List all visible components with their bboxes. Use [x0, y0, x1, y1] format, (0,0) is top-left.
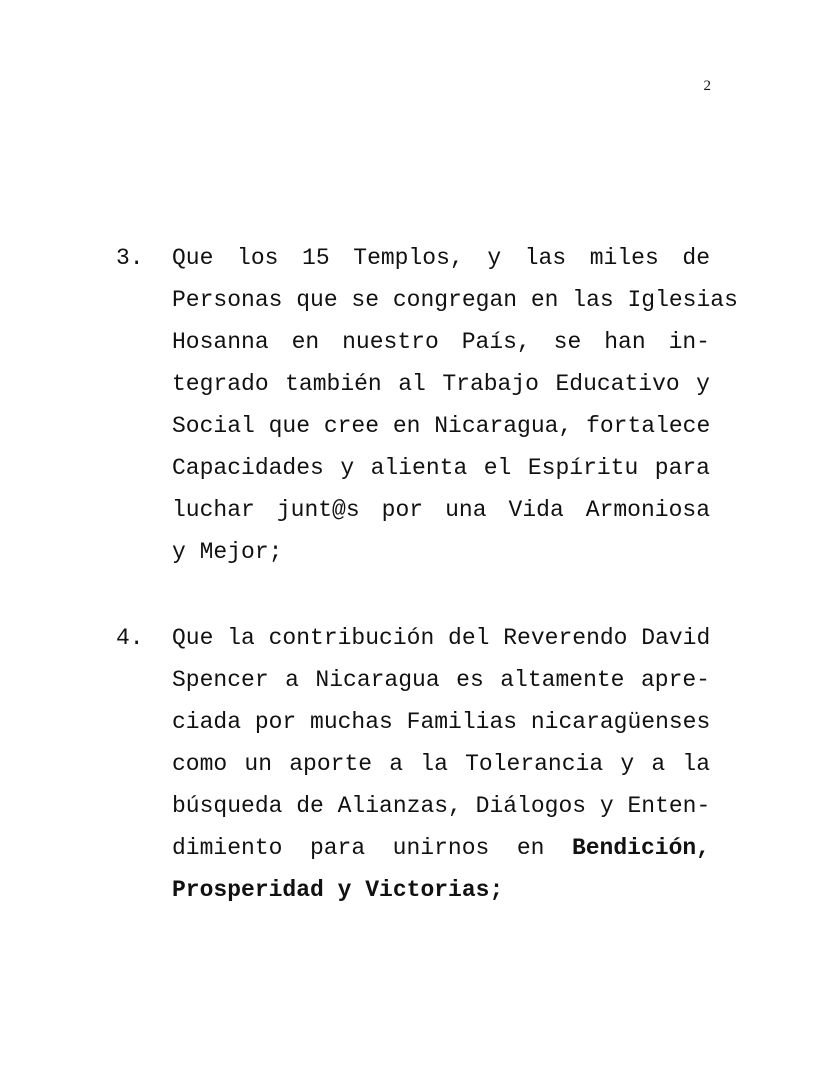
bold-emphasis: Bendición, [571, 835, 710, 861]
clause-line-text: dimiento para unirnos en [172, 835, 545, 861]
page-number: 2 [703, 78, 711, 94]
bold-emphasis-line: Prosperidad y Victorias; [172, 877, 504, 903]
clause-line: Social que cree en Nicaragua, fortalece [172, 413, 711, 439]
clause-line: tegrado también al Trabajo Educativo y [172, 371, 710, 397]
clause-line-mixed [172, 827, 710, 869]
clause-line: Hosanna en nuestro País, se han in- [172, 329, 710, 355]
clause-line: Personas que se congregan en las Iglesias [172, 287, 738, 313]
clause-line: Spencer a Nicaragua es altamente apre- [172, 667, 710, 693]
clause-line: búsqueda de Alianzas, Diálogos y Enten- [172, 793, 711, 819]
clause-number: 3. [116, 245, 144, 271]
clause-line: como un aporte a la Tolerancia y a la [172, 751, 710, 777]
clause-line: Que la contribución del Reverendo David [172, 625, 711, 651]
clause-line: Capacidades y alienta el Espíritu para [172, 455, 710, 481]
clause-line: y Mejor; [172, 539, 283, 565]
clause-line: Que los 15 Templos, y las miles de [172, 245, 710, 271]
clause-line: ciada por muchas Familias nicaragüenses [172, 709, 711, 735]
clause-number: 4. [116, 625, 144, 651]
clause-line: luchar junt@s por una Vida Armoniosa [172, 497, 710, 523]
